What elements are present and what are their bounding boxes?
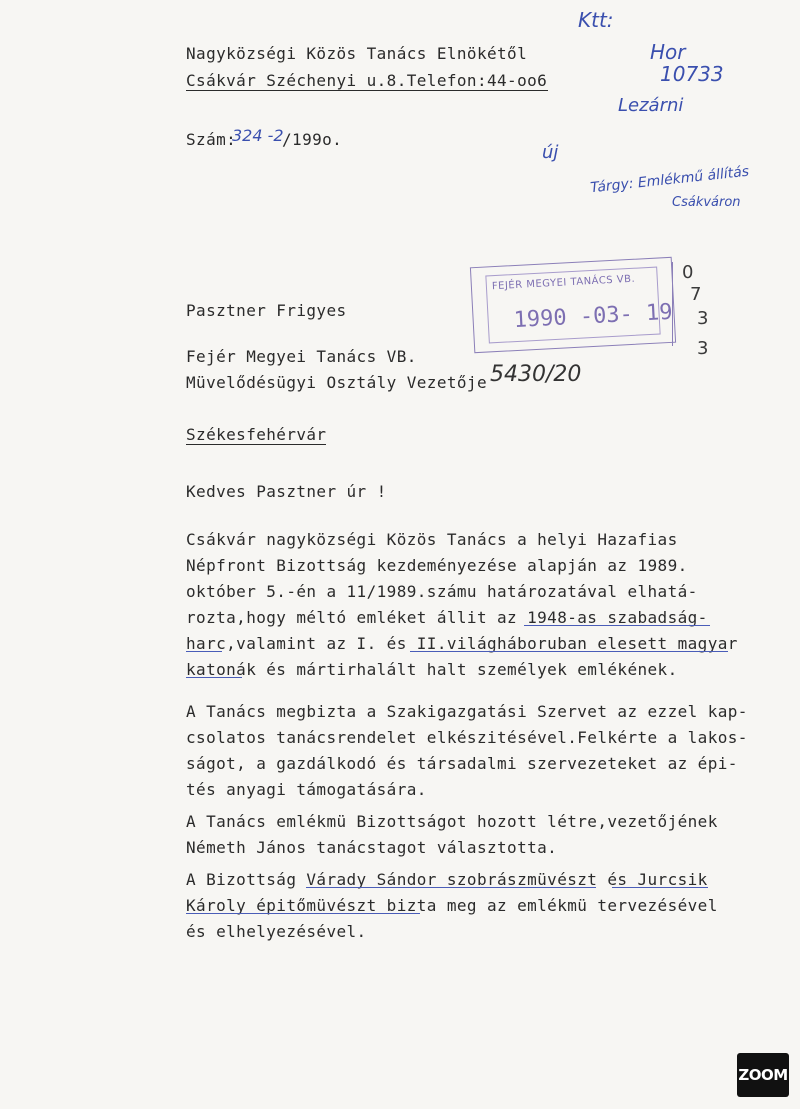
recipient-org-line-1: Fejér Megyei Tanács VB. (186, 347, 417, 366)
body-p1-line: rozta,hogy méltó emléket állit az 1948-as szabadság- (186, 608, 708, 627)
pen-underline (186, 677, 242, 678)
handwritten-note-csakvaron: Csákváron (672, 195, 741, 210)
pen-underline (186, 651, 222, 652)
stamp-title: FEJÉR MEGYEI TANÁCS VB. (491, 273, 636, 293)
body-p1-line: Népfront Bizottság kezdeményezése alapján az 1989. (186, 556, 688, 575)
body-p1-line: Csákvár nagyközségi Közös Tanács a helyi Hazafias (186, 530, 678, 549)
reference-suffix: /199o. (282, 130, 343, 149)
body-p1-line: katonák és mártirhalált halt személyek emlékének. (186, 660, 678, 679)
pen-underline (306, 887, 596, 888)
reference-handwritten-number: 324 -2 (232, 126, 284, 145)
salutation: Kedves Pasztner úr ! (186, 482, 387, 501)
body-p1-line: október 5.-én a 11/1989.számu határozatával elhatá- (186, 582, 698, 601)
body-p3-line: A Tanács emlékmü Bizottságot hozott létre,vezetőjének (186, 812, 718, 831)
handwritten-recipient-ref: 5430/20 (490, 362, 582, 387)
handwritten-note-uj: új (542, 142, 559, 163)
recipient-name: Pasztner Frigyes (186, 301, 347, 320)
body-p2-line: A Tanács megbizta a Szakigazgatási Szervet az ezzel kap- (186, 702, 748, 721)
header-line-2: Csákvár Széchenyi u.8.Telefon:44-oo6 (186, 71, 548, 90)
handwritten-note-number: 10733 (660, 62, 724, 86)
handwritten-note-hor: Hor (650, 40, 686, 64)
header-line-1: Nagyközségi Közös Tanács Elnökétől (186, 44, 528, 63)
handwritten-note-targy: Tárgy: Emlékmű állítás (589, 163, 750, 197)
pen-underline (186, 913, 420, 914)
pen-underline (410, 651, 728, 652)
handwritten-note-lezarni: Lezárni (618, 95, 684, 116)
pen-underline (524, 625, 710, 626)
recipient-org-line-2: Müvelődésügyi Osztály Vezetője (186, 373, 487, 392)
body-p2-line: csolatos tanácsrendelet elkészitésével.Felkérte a lakos- (186, 728, 748, 747)
stamp-digit-4: 3 (697, 338, 709, 359)
body-p2-line: ságot, a gazdálkodó és társadalmi szervezeteket az épi- (186, 754, 738, 773)
recipient-city: Székesfehérvár (186, 425, 327, 444)
body-p3-line: Németh János tanácstagot választotta. (186, 838, 558, 857)
handwritten-note-ktt: Ktt: (578, 8, 614, 32)
stamp-digit-3: 3 (697, 308, 709, 329)
body-p4-line: Károly épitőmüvészt bizta meg az emlékmü tervezésével (186, 896, 718, 915)
stamp-digit-2: 7 (690, 284, 702, 305)
stamp-date: 1990 -03- 19 (513, 299, 674, 334)
reference-prefix: Szám: (186, 130, 237, 149)
body-p2-line: tés anyagi támogatására. (186, 780, 427, 799)
pen-underline (612, 887, 708, 888)
zoom-logo: ZOOM (737, 1053, 789, 1097)
registration-stamp (470, 257, 676, 353)
body-p4-line: és elhelyezésével. (186, 922, 367, 941)
body-p1-line: harc,valamint az I. és II.világháboruban elesett magyar (186, 634, 738, 653)
body-p4-line: A Bizottság Várady Sándor szobrászmüvészt és Jurcsik (186, 870, 708, 889)
stamp-digit-1: 0 (682, 262, 694, 283)
